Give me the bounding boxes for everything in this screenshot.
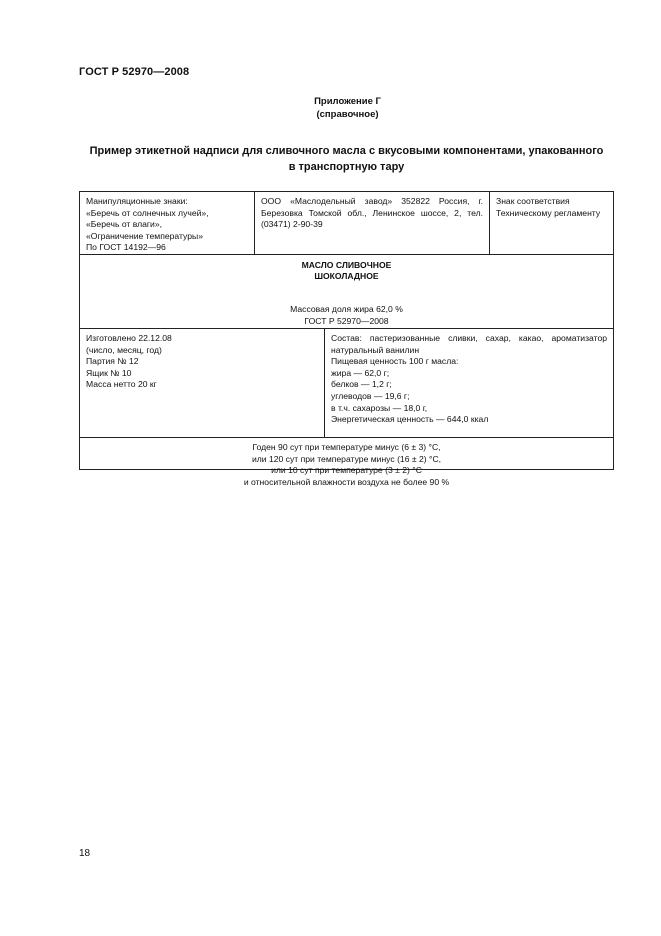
text-line: и относительной влажности воздуха не более 90 % [243, 476, 450, 487]
certification-text: Знак соответствия Техническому регламенту [496, 196, 601, 218]
label-row-product [80, 255, 613, 329]
fat-info [80, 304, 613, 327]
text-line: белков — 1,2 г; [331, 379, 392, 390]
text-line: Годен 90 сут при температуре минус (6 ± 3) °С, [252, 442, 441, 452]
label-row-storage [80, 438, 613, 487]
text-line: или 10 сут при температуре (3 ± 2) °С [271, 465, 422, 475]
text-line: «Ограничение температуры» [86, 230, 203, 241]
text-line: или 120 сут при температуре минус (16 ± 2) °С, [251, 453, 442, 464]
section-heading [79, 143, 614, 175]
text-line: По ГОСТ 14192—96 [86, 242, 166, 253]
composition-intro: Состав: пастеризованные сливки, сахар, какао, ароматизатор натуральный ванилин [331, 333, 607, 355]
label-row-details [80, 329, 613, 438]
storage-conditions [80, 438, 613, 488]
text-line: Манипуляционные знаки: [86, 196, 188, 206]
text-line: Масса нетто 20 кг [86, 379, 157, 390]
text-line: ГОСТ Р 52970—2008 [304, 315, 389, 326]
heading-line: в транспортную тару [288, 161, 405, 173]
text-line: Партия № 12 [86, 356, 139, 367]
composition-cell [325, 329, 613, 437]
manufacturer-cell [255, 192, 490, 254]
annex-subtitle: (справочное) [316, 109, 379, 120]
text-line: Энергетическая ценность — 644,0 ккал [331, 414, 489, 425]
text-line: углеводов — 19,6 г; [331, 390, 410, 401]
text-line: «Беречь от влаги», [86, 219, 162, 230]
page-number: 18 [79, 848, 91, 859]
product-name-line: ШОКОЛАДНОЕ [314, 271, 379, 281]
handling-signs-cell [80, 192, 255, 254]
production-cell [80, 329, 325, 437]
label-table [79, 191, 614, 487]
text-line: (число, месяц, год) [86, 344, 162, 355]
product-block [80, 255, 613, 327]
text-line: «Беречь от солнечных лучей», [86, 207, 209, 218]
product-name-line: МАСЛО СЛИВОЧНОЕ [301, 260, 392, 270]
annex-title: Приложение Г [314, 96, 381, 107]
heading-line: Пример этикетной надписи для сливочного масла с вкусовыми компонентами, упакованного [89, 145, 604, 157]
text-line: Пищевая ценность 100 г масла: [331, 356, 459, 367]
manufacturer-text: ООО «Маслодельный завод» 352822 Россия, г. Березовка Томской обл., Ленинское шоссе, 2, тел. (03471) 2-90-39 [261, 196, 483, 230]
text-line: жира — 62,0 г; [331, 367, 390, 378]
label-row-top [80, 192, 613, 255]
text-line: Изготовлено 22.12.08 [86, 333, 172, 343]
text-line: Ящик № 10 [86, 367, 132, 378]
certification-cell [490, 192, 613, 254]
document-code: ГОСТ Р 52970—2008 [79, 66, 190, 78]
text-line: Массовая доля жира 62,0 % [290, 304, 403, 314]
text-line: в т.ч. сахарозы — 18,0 г, [331, 402, 428, 413]
